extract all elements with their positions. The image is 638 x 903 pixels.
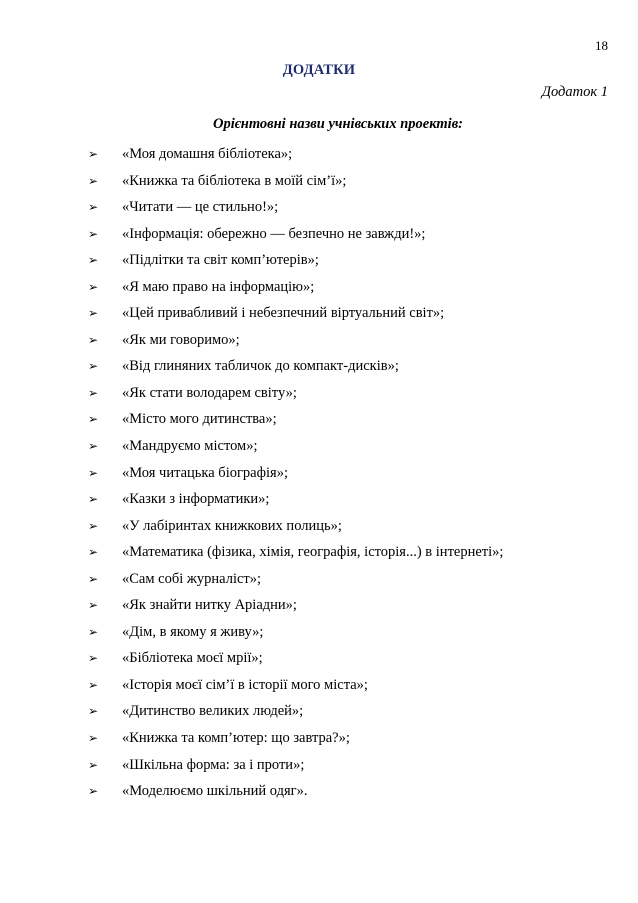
list-item-text: «Як стати володарем світу»; — [122, 384, 297, 401]
list-item-text: «Казки з інформатики»; — [122, 491, 270, 508]
list-item — [88, 752, 503, 779]
list-item — [88, 406, 503, 433]
arrowhead-bullet-icon: ➢ — [88, 624, 99, 639]
arrowhead-bullet-icon: ➢ — [88, 598, 99, 613]
arrowhead-bullet-icon: ➢ — [88, 492, 99, 507]
list-item-text: «Мандруємо містом»; — [122, 438, 258, 455]
list-heading: Орієнтовні назви учнівських проектів: — [213, 116, 463, 132]
list-item — [88, 619, 503, 646]
list-item-text: «Сам собі журналіст»; — [122, 570, 262, 587]
arrowhead-bullet-icon: ➢ — [88, 332, 99, 347]
list-item-text: «Книжка та бібліотека в моїй сім’ї»; — [122, 172, 347, 189]
list-item-text: «Книжка та комп’ютер: що завтра?»; — [122, 730, 350, 747]
arrowhead-bullet-icon: ➢ — [88, 173, 99, 188]
list-item — [88, 460, 503, 487]
list-item — [88, 566, 503, 593]
list-item-text: «Від глиняних табличок до компакт-дисків»; — [122, 358, 399, 375]
list-item — [88, 698, 503, 725]
list-item — [88, 380, 503, 407]
list-item — [88, 672, 503, 699]
section-title: ДОДАТКИ — [282, 62, 356, 78]
list-item-text: «Читати — це стильно!»; — [122, 199, 279, 216]
list-item-text: «Моя читацька біографія»; — [122, 464, 288, 481]
arrowhead-bullet-icon: ➢ — [88, 571, 99, 586]
list-item — [88, 433, 503, 460]
list-item — [88, 194, 503, 221]
list-item — [88, 539, 503, 566]
list-item — [88, 513, 503, 540]
arrowhead-bullet-icon: ➢ — [88, 518, 99, 533]
list-item — [88, 778, 503, 805]
list-item-text: «Моделюємо шкільний одяг». — [122, 783, 308, 800]
arrowhead-bullet-icon: ➢ — [88, 704, 99, 719]
list-item-text: «Шкільна форма: за і проти»; — [122, 756, 305, 773]
arrowhead-bullet-icon: ➢ — [88, 757, 99, 772]
list-item-text: «Дім, в якому я живу»; — [122, 623, 264, 640]
arrowhead-bullet-icon: ➢ — [88, 651, 99, 666]
list-item — [88, 221, 503, 248]
list-item — [88, 168, 503, 195]
page-number: 18 — [595, 38, 608, 53]
list-item — [88, 274, 503, 301]
list-item-text: «Цей привабливий і небезпечний віртуальний світ»; — [122, 305, 445, 322]
list-item — [88, 725, 503, 752]
arrowhead-bullet-icon: ➢ — [88, 279, 99, 294]
list-item-text: «Історія моєї сім’ї в історії мого міста»; — [122, 676, 368, 693]
list-item — [88, 300, 503, 327]
arrowhead-bullet-icon: ➢ — [88, 545, 99, 560]
list-item-text: «Моя домашня бібліотека»; — [122, 146, 293, 162]
arrowhead-bullet-icon: ➢ — [88, 412, 99, 427]
arrowhead-bullet-icon: ➢ — [88, 731, 99, 746]
list-item-text: «Місто мого дитинства»; — [122, 411, 277, 428]
list-item-text: «Підлітки та світ комп’ютерів»; — [122, 252, 319, 269]
arrowhead-bullet-icon: ➢ — [88, 147, 99, 161]
arrowhead-bullet-icon: ➢ — [88, 359, 99, 374]
list-item — [88, 247, 503, 274]
list-item-text: «Як ми говоримо»; — [122, 331, 240, 348]
list-item — [88, 327, 503, 354]
list-item — [88, 141, 503, 168]
list-item — [88, 486, 503, 513]
list-item-text: «Я маю право на інформацію»; — [122, 278, 315, 295]
arrowhead-bullet-icon: ➢ — [88, 253, 99, 268]
list-item-text: «Бібліотека моєї мрії»; — [122, 650, 263, 667]
list-item-text: «Інформація: обережно — безпечно не завжди!»; — [122, 225, 426, 242]
arrowhead-bullet-icon: ➢ — [88, 784, 99, 799]
arrowhead-bullet-icon: ➢ — [88, 465, 99, 480]
list-item-text: «Дитинство великих людей»; — [122, 703, 304, 720]
list-item — [88, 592, 503, 619]
arrowhead-bullet-icon: ➢ — [88, 226, 99, 241]
appendix-label: Додаток 1 — [541, 84, 608, 100]
arrowhead-bullet-icon: ➢ — [88, 306, 99, 321]
arrowhead-bullet-icon: ➢ — [88, 439, 99, 454]
topic-list — [88, 141, 503, 805]
list-item — [88, 645, 503, 672]
arrowhead-bullet-icon: ➢ — [88, 677, 99, 692]
arrowhead-bullet-icon: ➢ — [88, 200, 99, 215]
list-item-text: «Як знайти нитку Аріадни»; — [122, 597, 297, 614]
list-item-text: «У лабіринтах книжкових полиць»; — [122, 517, 342, 534]
list-item — [88, 353, 503, 380]
list-item-text: «Математика (фізика, хімія, географія, історія...) в інтернеті»; — [122, 544, 504, 561]
arrowhead-bullet-icon: ➢ — [88, 385, 99, 400]
